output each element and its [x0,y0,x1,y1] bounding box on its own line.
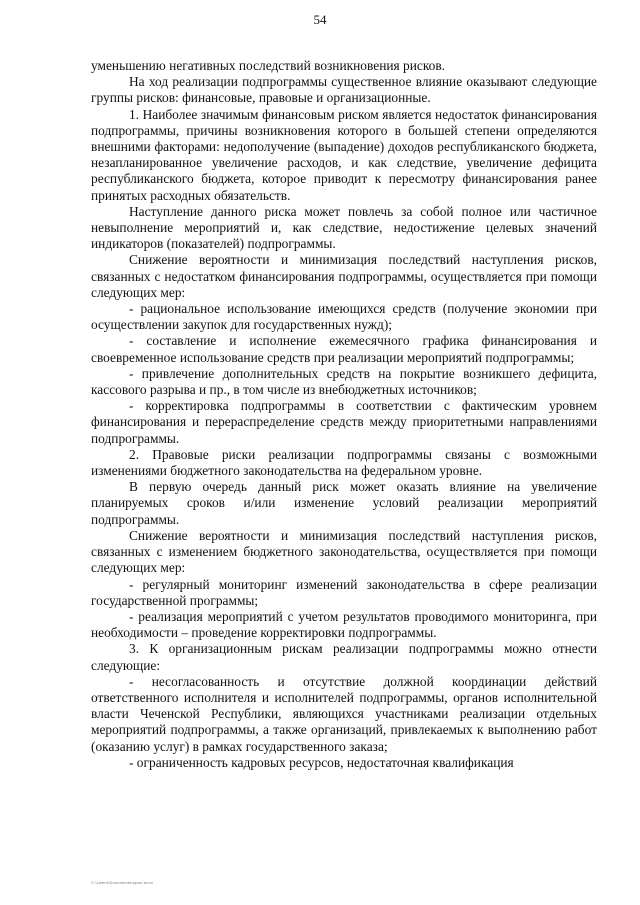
list-item-3: - привлечение дополнительных средств на покрытие возникшего дефицита, кассового разрыва и пр., в том числе из внебюджетных источников; [91,365,597,398]
list-item-2: - составление и исполнение ежемесячного графика финансирования и своевременное использование средств при реализации мероприятий подпрограммы; [91,333,597,365]
paragraph-9: 3. К организационным рискам реализации подпрограммы можно отнести следующие: [91,641,597,673]
list-item-8: - ограниченность кадровых ресурсов, недостаточная квалификация [129,754,514,770]
paragraph-2: На ход реализации подпрограммы существенное влияние оказывают следующие группы рисков: финансовые, правовые и организационные. [91,74,597,106]
paragraph-7: В первую очередь данный риск может оказать влияние на увеличение планируемых сроков и/или изменение условий реализации мероприятий подпрограммы. [91,479,597,527]
list-item-5: - регулярный мониторинг изменений законодательства в сфере реализации государственной программы; [91,576,597,608]
paragraph-3: 1. Наиболее значимым финансовым риском является недостаток финансирования подпрограммы, причины возникновения которого в большей степени определяются внешними факторами: недополучение (выпадение) доходов республиканского бюджета, незапланированное увеличение расходов, и как следствие, увеличение дефицита республиканского бюджета, которое приводит к пересмотру финансирования ранее принятых расходных обязательств. [91,106,597,203]
footer-file-path: С:\Users\Documents\прил.docx [91,880,154,885]
list-item-1: - рациональное использование имеющихся средств (получение экономии при осуществлении закупок для государственных нужд); [91,301,597,333]
list-item-4: - корректировка подпрограммы в соответствии с фактическим уровнем финансирования и перераспределение средств между приоритетными направлениями подпрограммы. [91,398,597,446]
list-item-6: - реализация мероприятий с учетом результатов проводимого мониторинга, при необходимости – проведение корректировки подпрограммы. [91,608,597,641]
page-number: 54 [313,12,327,27]
body-text [91,58,597,771]
paragraph-5: Снижение вероятности и минимизация последствий наступления рисков, связанных с недостатком финансирования подпрограммы, осуществляется при помощи следующих мер: [91,252,597,300]
paragraph-8: Снижение вероятности и минимизация последствий наступления рисков, связанных с изменением бюджетного законодательства, осуществляется при помощи следующих мер: [91,527,597,576]
list-item-7: - несогласованность и отсутствие должной координации действий ответственного исполнителя и исполнителей подпрограммы, органов исполнительной власти Чеченской Республики, являющихся участниками реализации отдельных мероприятий подпрограммы, а также организаций, привлекаемых к выполнению работ (оказанию услуг) в рамках государственного заказа; [91,673,597,754]
paragraph-6: 2. Правовые риски реализации подпрограммы связаны с возможными изменениями бюджетного законодательства на федеральном уровне. [91,446,597,479]
paragraph-4: Наступление данного риска может повлечь за собой полное или частичное невыполнение мероприятий и, как следствие, недостижение целевых значений индикаторов (показателей) подпрограммы. [91,203,597,252]
paragraph-1: уменьшению негативных последствий возникновения рисков. [91,58,446,73]
